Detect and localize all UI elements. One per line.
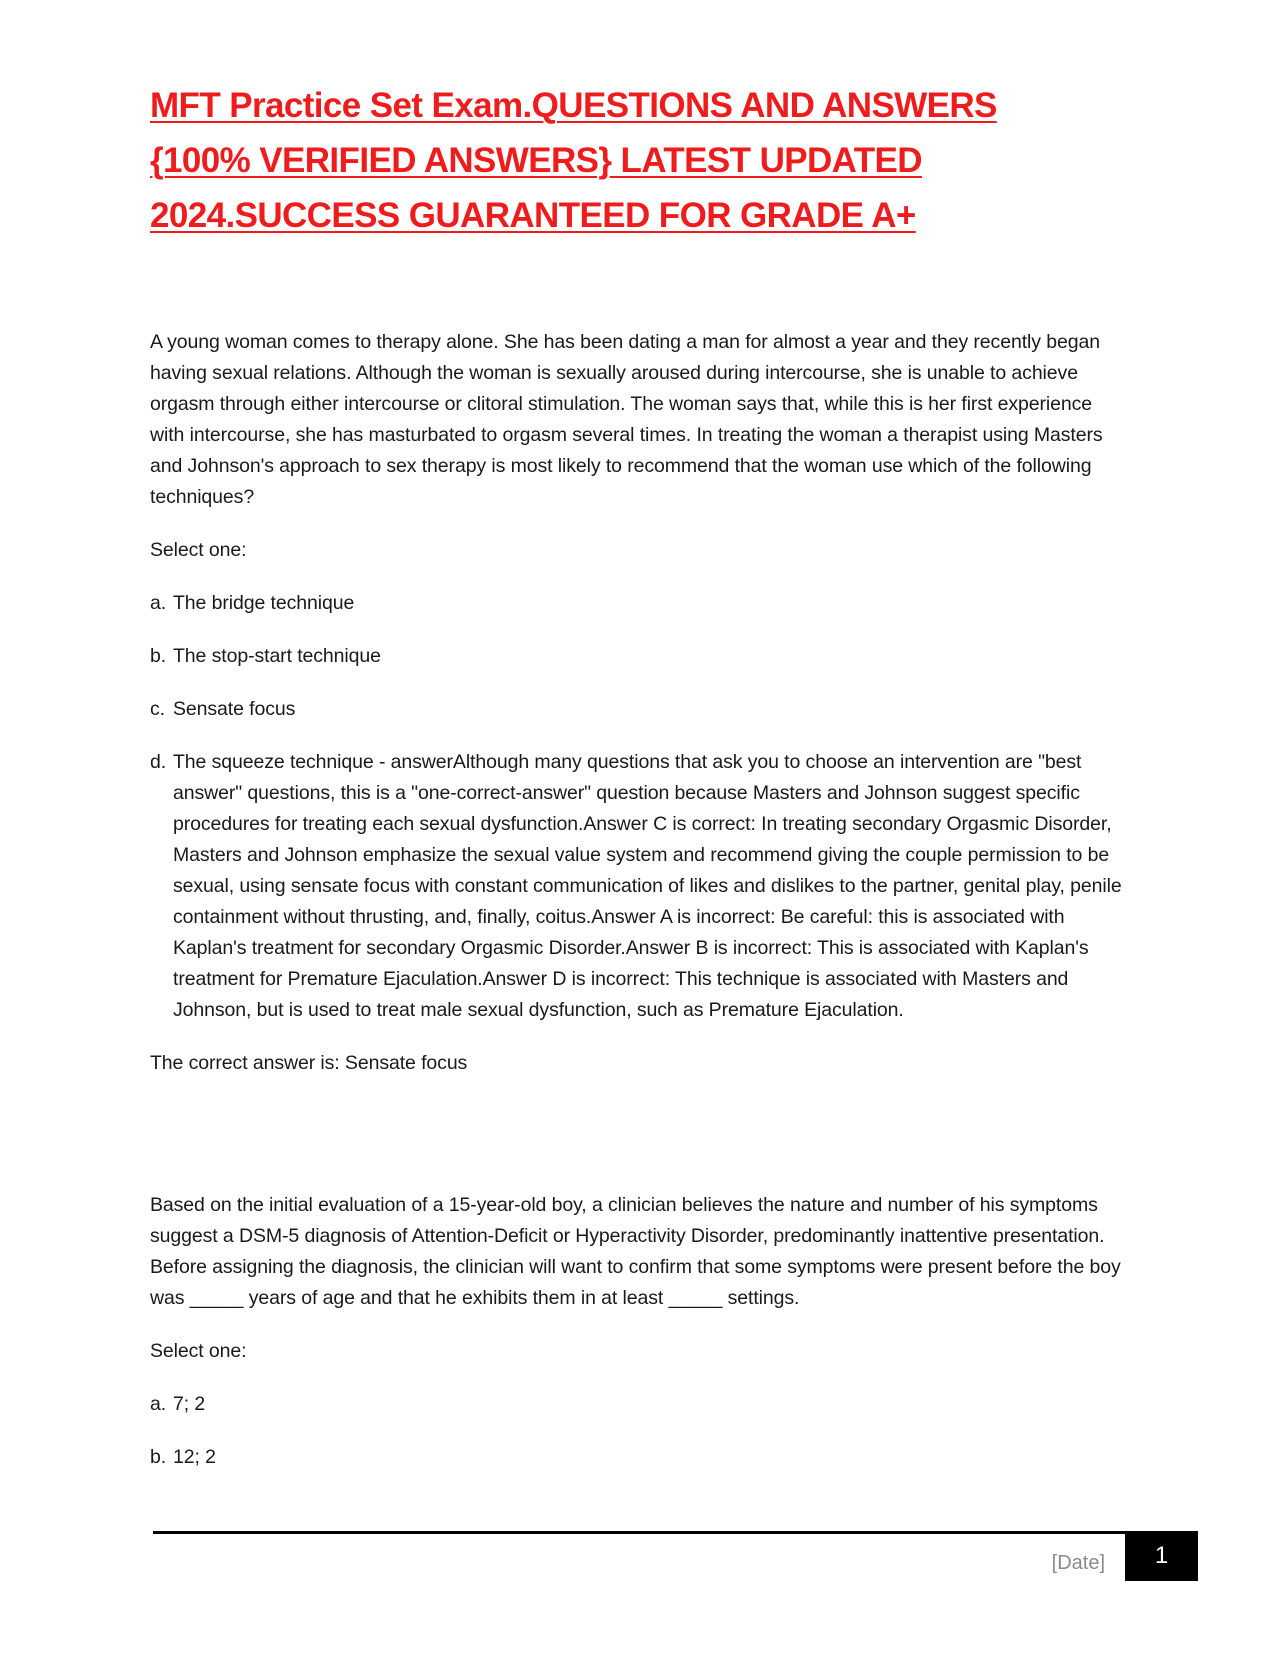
question-stem: Based on the initial evaluation of a 15-year-old boy, a clinician believes the nature and number of his symptoms suggest a DSM-5 diagnosis of Attention-Deficit or Hyperactivity Disorder, predominantly inattentive presentation. Before assigning the diagnosis, the clinician will want to confirm that some symptoms were present before the boy was _____ years of age and that he exhibits them in at least _____ settings. <box>150 1194 1121 1309</box>
option-a <box>150 1389 1130 1420</box>
option-letter: b. <box>150 1446 167 1468</box>
option-text: Sensate focus <box>173 698 296 720</box>
option-letter: b. <box>150 645 167 667</box>
option-text: The bridge technique <box>173 592 355 614</box>
question-1 <box>150 327 1130 1101</box>
option-a <box>150 588 1130 619</box>
footer-date: [Date] <box>1051 1552 1105 1574</box>
option-letter: c. <box>150 698 165 720</box>
select-prompt: Select one: <box>150 1340 247 1362</box>
page-number-value: 1 <box>1154 1542 1169 1569</box>
option-d <box>150 747 1130 1026</box>
correct-answer: The correct answer is: Sensate focus <box>150 1052 468 1074</box>
option-letter: a. <box>150 592 167 614</box>
option-letter: d. <box>150 751 167 773</box>
question-2 <box>150 1190 1130 1495</box>
option-text: The stop-start technique <box>173 645 381 667</box>
document-title <box>150 78 1130 243</box>
option-c <box>150 694 1130 725</box>
title-line-3: 2024.SUCCESS GUARANTEED FOR GRADE A+ <box>150 196 916 235</box>
option-letter: a. <box>150 1393 167 1415</box>
option-b <box>150 641 1130 672</box>
option-text: The squeeze technique - answerAlthough many questions that ask you to choose an intervention are "best answer" questions, this is a "one-correct-answer" question because Masters and Johnson suggest specific procedures for treating each sexual dysfunction.Answer C is correct: In treating secondary Orgasmic Disorder, Masters and Johnson emphasize the sexual value system and recommend giving the couple permission to be sexual, using sensate focus with constant communication of likes and dislikes to the partner, genital play, penile containment without thrusting, and, finally, coitus.Answer A is incorrect: Be careful: this is associated with Kaplan's treatment for secondary Orgasmic Disorder.Answer B is incorrect: This is associated with Kaplan's treatment for Premature Ejaculation.Answer D is incorrect: This technique is associated with Masters and Johnson, but is used to treat male sexual dysfunction, such as Premature Ejaculation. <box>173 751 1122 1021</box>
footer-divider <box>153 1531 1198 1534</box>
question-stem: A young woman comes to therapy alone. She has been dating a man for almost a year and they recently began having sexual relations. Although the woman is sexually aroused during intercourse, she is unable to achieve orgasm through either intercourse or clitoral stimulation. The woman says that, while this is her first experience with intercourse, she has masturbated to orgasm several times. In treating the woman a therapist using Masters and Johnson's approach to sex therapy is most likely to recommend that the woman use which of the following techniques? <box>150 331 1103 508</box>
page-number <box>1125 1531 1198 1581</box>
option-text: 7; 2 <box>173 1393 206 1415</box>
option-text: 12; 2 <box>173 1446 216 1468</box>
option-b <box>150 1442 1130 1473</box>
select-prompt: Select one: <box>150 539 247 561</box>
title-line-2: {100% VERIFIED ANSWERS} LATEST UPDATED <box>150 141 922 180</box>
title-line-1: MFT Practice Set Exam.QUESTIONS AND ANSWERS <box>150 86 997 125</box>
